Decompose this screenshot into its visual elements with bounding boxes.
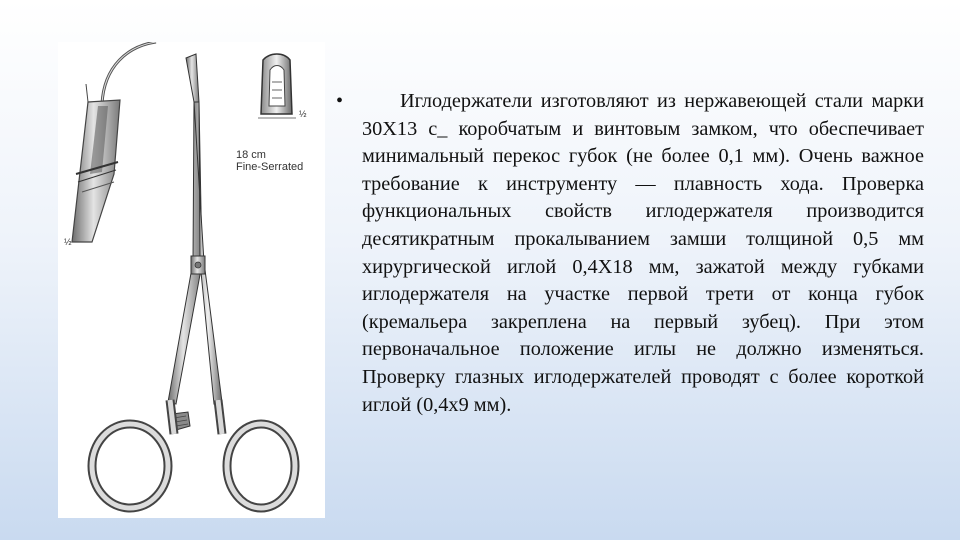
scale-label-left: ½ xyxy=(64,237,72,247)
finger-ring-right xyxy=(218,400,295,508)
needle-holder-drawing xyxy=(58,42,325,518)
finger-ring-left xyxy=(92,400,174,508)
jaw-detail-enlarged xyxy=(72,84,120,242)
body-text-content: Иглодержатели изготовляют из нержавеющей стали марки 30X13 с_ коробчатым и винтовым замком, что обеспечивает минимальный перекос губок (не более 0,1 мм). Очень важное требование к инструменту — плавность хода. Проверка функциональных свойств иглодержателя производится десятикратным прокалыванием замши толщиной 0,5 мм хирургической иглой 0,4X18 мм, зажатой между губками иглодержателя на участке первой трети от конца губок (кремальера закреплена на первый зубец). При этом первоначальное положение иглы не должно изменяться. Проверку глазных иглодержателей проводят с более короткой иглой (0,4x9 мм). xyxy=(362,90,924,416)
curved-needle xyxy=(102,42,156,104)
instrument-body xyxy=(168,54,222,404)
scale-label-top: ½ xyxy=(299,109,307,119)
jaw-cross-section xyxy=(258,54,296,118)
body-text xyxy=(362,88,924,419)
needle-holder-illustration xyxy=(58,42,325,518)
bullet-marker: • xyxy=(336,90,344,112)
size-label: 18 cm xyxy=(236,149,266,161)
serration-label: Fine-Serrated xyxy=(236,161,304,173)
